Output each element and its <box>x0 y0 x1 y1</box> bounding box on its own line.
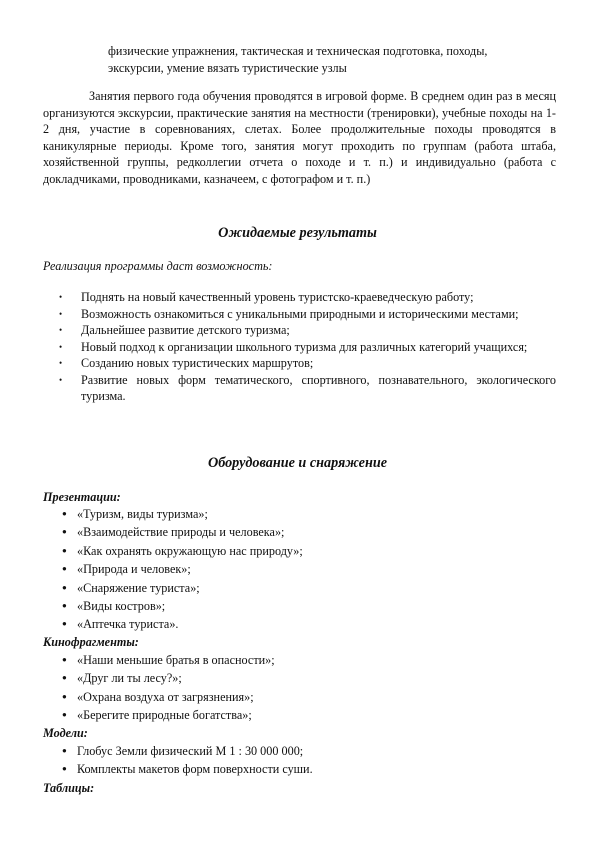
list-item: ● «Виды костров»; <box>62 597 552 615</box>
list-item: ● «Наши меньшие братья в опасности»; <box>62 651 552 669</box>
list-item: ● «Берегите природные богатства»; <box>62 706 552 724</box>
presentations-label: Презентации: <box>43 490 121 504</box>
results-subheading: Реализация программы даст возможность: <box>43 259 273 273</box>
section-heading-equipment: Оборудование и снаряжение <box>207 455 388 471</box>
intro-continuation <box>108 43 556 76</box>
list-item: ● Комплекты макетов форм поверхности суши. <box>62 760 552 778</box>
models-list <box>62 742 552 779</box>
list-item: • Новый подход к организации школьного туризма для различных категорий учащихся; <box>59 339 556 356</box>
list-item: ● Глобус Земли физический М 1 : 30 000 000; <box>62 742 552 760</box>
list-item: ● «Друг ли ты лесу?»; <box>62 669 552 687</box>
list-item: ● «Как охранять окружающую нас природу»; <box>62 542 552 560</box>
list-item: ● «Аптечка туриста». <box>62 615 552 633</box>
list-item: • Поднять на новый качественный уровень туристско-краеведческую работу; <box>59 289 556 306</box>
models-label: Модели: <box>43 726 88 740</box>
tables-label: Таблицы: <box>43 781 95 795</box>
list-item: ● «Снаряжение туриста»; <box>62 579 552 597</box>
films-list <box>62 651 552 725</box>
list-item: ● «Природа и человек»; <box>62 560 552 578</box>
list-item: ● «Охрана воздуха от загрязнения»; <box>62 688 552 706</box>
intro-line: физические упражнения, тактическая и техническая подготовка, походы, <box>108 44 488 58</box>
list-item: • Созданию новых туристических маршрутов; <box>59 355 556 372</box>
section-heading-results: Ожидаемые результаты <box>218 225 377 241</box>
films-label: Кинофрагменты: <box>43 635 139 649</box>
list-item: ● «Туризм, виды туризма»; <box>62 505 552 523</box>
list-item: • Дальнейшее развитие детского туризма; <box>59 322 556 339</box>
list-item: • Развитие новых форм тематического, спортивного, познавательного, экологического туризма. <box>59 372 556 405</box>
presentations-list <box>62 505 552 634</box>
intro-line: экскурсии, умение вязать туристические узлы <box>108 60 347 75</box>
list-item: • Возможность ознакомиться с уникальными природными и историческими местами; <box>59 306 556 323</box>
list-item: ● «Взаимодействие природы и человека»; <box>62 523 552 541</box>
results-list <box>59 289 556 405</box>
first-year-paragraph: Занятия первого года обучения проводятся в игровой форме. В среднем один раз в месяц организуются экскурсии, практические занятия на местности (тренировки), учебные походы на 1-2 дня, участие в соревнованиях, слетах. Более продолжительные походы проводятся в каникулярные периоды. Кроме того, занятия могут проходить по группам (работа штаба, хозяйственной группы, редколлегии отчета о походе и т. п.) и индивидуально (работа с докладчиками, проводниками, казначеем, с фотографом и т. п.) <box>43 89 556 186</box>
